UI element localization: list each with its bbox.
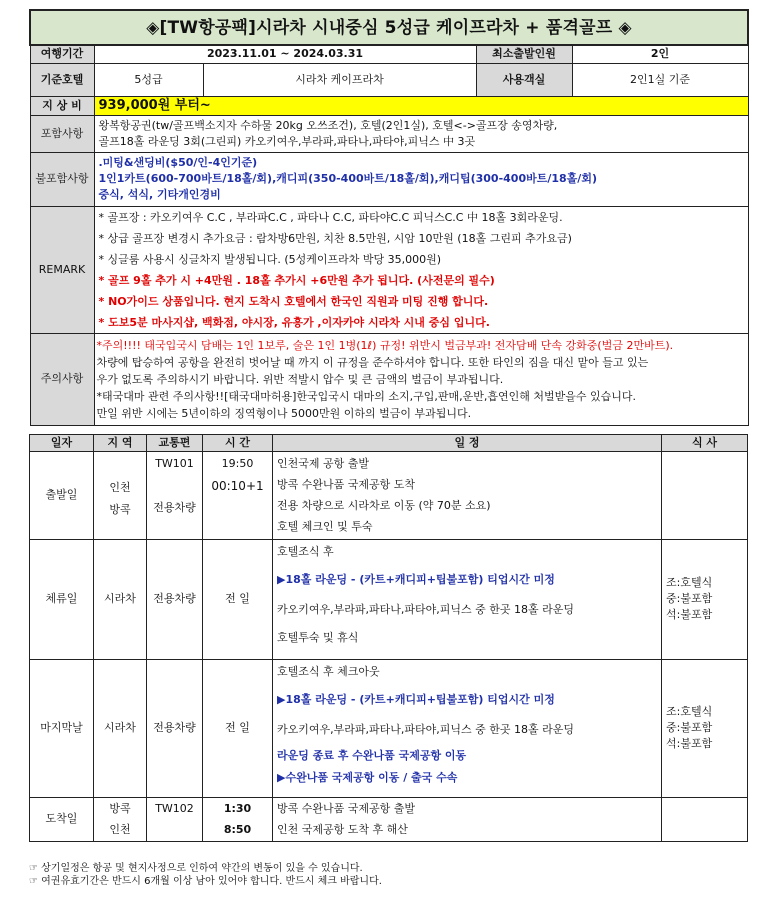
include-line: 왕복항공권(tw/골프백소지자 수하물 20kg 오쓰조건), 호텔(2인1실), 호텔<->골프장 송영차량, <box>98 118 558 132</box>
room-value: 2인1실 기준 <box>572 63 748 96</box>
meals-cell <box>662 659 748 797</box>
caution-line: *태국대마 관련 주의사항!![태국대마허용]한국입국시 대마의 소지,구입,판매,운반,흡연인해 처벌받을수 있습니다. <box>96 389 637 403</box>
schedule-item: 인천 국제공항 도착 후 해산 <box>277 823 408 836</box>
schedule-cell <box>273 451 662 539</box>
exclude-label: 불포함사항 <box>30 152 94 206</box>
schedule-item: 전용 차량으로 시라차로 이동 (약 70분 소요) <box>277 498 491 512</box>
caution-line: 우가 없도록 주의하시기 바랍니다. 위반 적발시 압수 및 큰 금액의 벌금이 부과됩니다. <box>96 372 504 386</box>
caution-label: 주의사항 <box>30 333 94 425</box>
time-text: 19:50 <box>221 456 254 470</box>
schedule-row-day2 <box>30 539 748 659</box>
caution-content <box>94 333 748 425</box>
exclude-line: .미팅&샌딩비($50/인-4인기준) <box>98 156 258 169</box>
min-people-label: 최소출발인원 <box>476 45 572 63</box>
header-region: 지 역 <box>94 434 147 451</box>
page-title: ◈[TW항공팩]시라차 시내중심 5성급 케이프라차 + 품격골프 ◈ <box>30 10 748 45</box>
time-text: 00:10+1 <box>211 478 264 493</box>
schedule-item: 방콕 수완나품 국제공항 출발 <box>277 802 416 815</box>
meal-text: 조:호텔식 <box>666 705 713 718</box>
exclude-line: 중식, 석식, 기타개인경비 <box>98 188 221 201</box>
room-label: 사용객실 <box>476 63 572 96</box>
price-label: 지 상 비 <box>30 96 94 115</box>
footnotes <box>29 862 382 888</box>
footnote: ☞ 여권유효기간은 반드시 6개월 이상 남아 있어야 합니다. 반드시 체크 바랍니다. <box>29 876 382 887</box>
day-label: 마지막날 <box>30 659 94 797</box>
caution-line-red: *주의!!!! 태국입국시 담배는 1인 1보루, 술은 1인 1병(1ℓ) 규정! 위반시 벌금부과! 전자담배 단속 강화중(벌금 2만바트). <box>96 338 674 352</box>
exclude-line: 1인1카트(600-700바트/18홀/회),캐디피(350-400바트/18홀/회),캐디팁(300-400바트/18홀/회) <box>98 172 597 185</box>
region-text: 시라차 <box>94 659 147 797</box>
region-cell <box>94 797 147 841</box>
region-text: 인천 <box>109 481 131 494</box>
time-text: 1:30 <box>223 802 252 815</box>
meals-cell <box>662 539 748 659</box>
transport-text: TW102 <box>147 797 203 841</box>
schedule-item: 방콕 수완나품 국제공항 도착 <box>277 477 416 491</box>
time-cell <box>203 451 273 539</box>
meal-text: 중:불포함 <box>666 721 713 734</box>
remark-line: * 골프장 : 카오키여우 C.C , 부라파C.C , 파타나 C.C, 파타야C.C 피닉스C.C 中 18홀 3회라운딩. <box>98 210 563 224</box>
region-text: 인천 <box>109 823 131 836</box>
day-label: 체류일 <box>30 539 94 659</box>
transport-text: TW101 <box>155 456 194 470</box>
schedule-row-day1 <box>30 451 748 539</box>
region-text: 시라차 <box>94 539 147 659</box>
time-text: 전 일 <box>203 659 273 797</box>
caution-line: 만일 위반 시에는 5년이하의 징역형이나 5000만원 이하의 벌금이 부과됩니다. <box>96 406 472 420</box>
schedule-row-day4 <box>30 797 748 841</box>
meals-cell <box>662 451 748 539</box>
hotel-label: 기준호텔 <box>30 63 94 96</box>
header-meals: 식 사 <box>662 434 748 451</box>
meals-cell <box>662 797 748 841</box>
header-schedule: 일 정 <box>273 434 662 451</box>
day-label: 출발일 <box>30 451 94 539</box>
meal-text: 석:불포함 <box>666 737 713 750</box>
include-label: 포함사항 <box>30 115 94 152</box>
schedule-item: 인천국제 공항 출발 <box>277 456 370 470</box>
schedule-item-golf: ▶18홀 라운딩 - (카트+캐디피+팁불포함) 티업시간 미정 <box>277 692 555 706</box>
remark-line-red: * 골프 9홀 추가 시 +4만원 . 18홀 추가시 +6만원 추가 됩니다. (사전문의 필수) <box>98 273 495 287</box>
time-cell <box>203 797 273 841</box>
schedule-item: 카오키여우,부라파,파타나,파타야,피닉스 중 한곳 18홀 라운딩 <box>277 722 574 736</box>
header-time: 시 간 <box>203 434 273 451</box>
hotel-name: 시라차 케이프라차 <box>203 63 476 96</box>
schedule-item-golf: ▶18홀 라운딩 - (카트+캐디피+팁불포함) 티업시간 미정 <box>277 572 555 586</box>
hotel-grade: 5성급 <box>94 63 203 96</box>
transport-text: 전용차량 <box>147 659 203 797</box>
exclude-content <box>94 152 748 206</box>
region-text: 방콕 <box>109 503 131 516</box>
schedule-item: 호텔투숙 및 휴식 <box>277 630 359 644</box>
min-people-value: 2인 <box>572 45 748 63</box>
info-table <box>29 9 749 426</box>
meal-text: 석:불포함 <box>666 608 713 621</box>
remark-line: * 상급 골프장 변경시 추가요금 : 람차방6만원, 치찬 8.5만원, 시암 10만원 (18홀 그린피 추가요금) <box>98 231 572 245</box>
itinerary-document <box>29 9 747 842</box>
remark-line: * 싱글룸 사용시 싱글차지 발생됩니다. (5성케이프라차 박당 35,000원) <box>98 252 442 266</box>
header-day: 일자 <box>30 434 94 451</box>
meal-text: 조:호텔식 <box>666 576 713 589</box>
remark-content <box>94 206 748 333</box>
schedule-cell <box>273 797 662 841</box>
time-text: 전 일 <box>203 539 273 659</box>
time-text: 8:50 <box>223 823 252 836</box>
caution-line: 차량에 탑승하여 공항을 완전히 벗어날 때 까지 이 규정을 준수하셔야 합니다. 또한 타인의 짐을 대신 맡아 들고 있는 <box>96 355 649 369</box>
period-value: 2023.11.01 ~ 2024.03.31 <box>94 45 476 63</box>
include-line: 골프18홀 라운딩 3회(그린피) 카오키여우,부라파,파타나,파타야,피닉스 中 3곳 <box>98 134 476 148</box>
region-text: 방콕 <box>109 802 131 815</box>
schedule-item: 카오키여우,부라파,파타나,파타야,피닉스 중 한곳 18홀 라운딩 <box>277 602 574 616</box>
schedule-cell <box>273 539 662 659</box>
schedule-cell <box>273 659 662 797</box>
meal-text: 중:불포함 <box>666 592 713 605</box>
footnote: ☞ 상기일정은 항공 및 현지사정으로 인하여 약간의 변동이 있을 수 있습니다. <box>29 863 363 874</box>
day-label: 도착일 <box>30 797 94 841</box>
region-cell <box>94 451 147 539</box>
period-label: 여행기간 <box>30 45 94 63</box>
schedule-table <box>29 434 748 842</box>
header-transport: 교통편 <box>147 434 203 451</box>
transport-text: 전용차량 <box>153 500 196 514</box>
schedule-item: 호텔 체크인 및 투숙 <box>277 519 373 533</box>
schedule-item-blue: ▶수완나품 국제공항 이동 / 출국 수속 <box>277 770 458 784</box>
remark-line-red: * NO가이드 상품입니다. 현지 도착시 호텔에서 한국인 직원과 미팅 진행 합니다. <box>98 294 489 308</box>
include-content <box>94 115 748 152</box>
transport-text: 전용차량 <box>147 539 203 659</box>
schedule-item: 호텔조식 후 <box>277 544 334 558</box>
price-value: 939,000원 부터~ <box>94 96 748 115</box>
remark-label: REMARK <box>30 206 94 333</box>
remark-line-red: * 도보5분 마사지샵, 백화점, 야시장, 유흥가 ,이자카야 시라차 시내 중심 입니다. <box>98 315 490 329</box>
transport-cell <box>147 451 203 539</box>
schedule-item-blue: 라운딩 종료 후 수완나품 국제공항 이동 <box>277 748 467 762</box>
schedule-item: 호텔조식 후 체크아웃 <box>277 664 380 678</box>
schedule-row-day3 <box>30 659 748 797</box>
